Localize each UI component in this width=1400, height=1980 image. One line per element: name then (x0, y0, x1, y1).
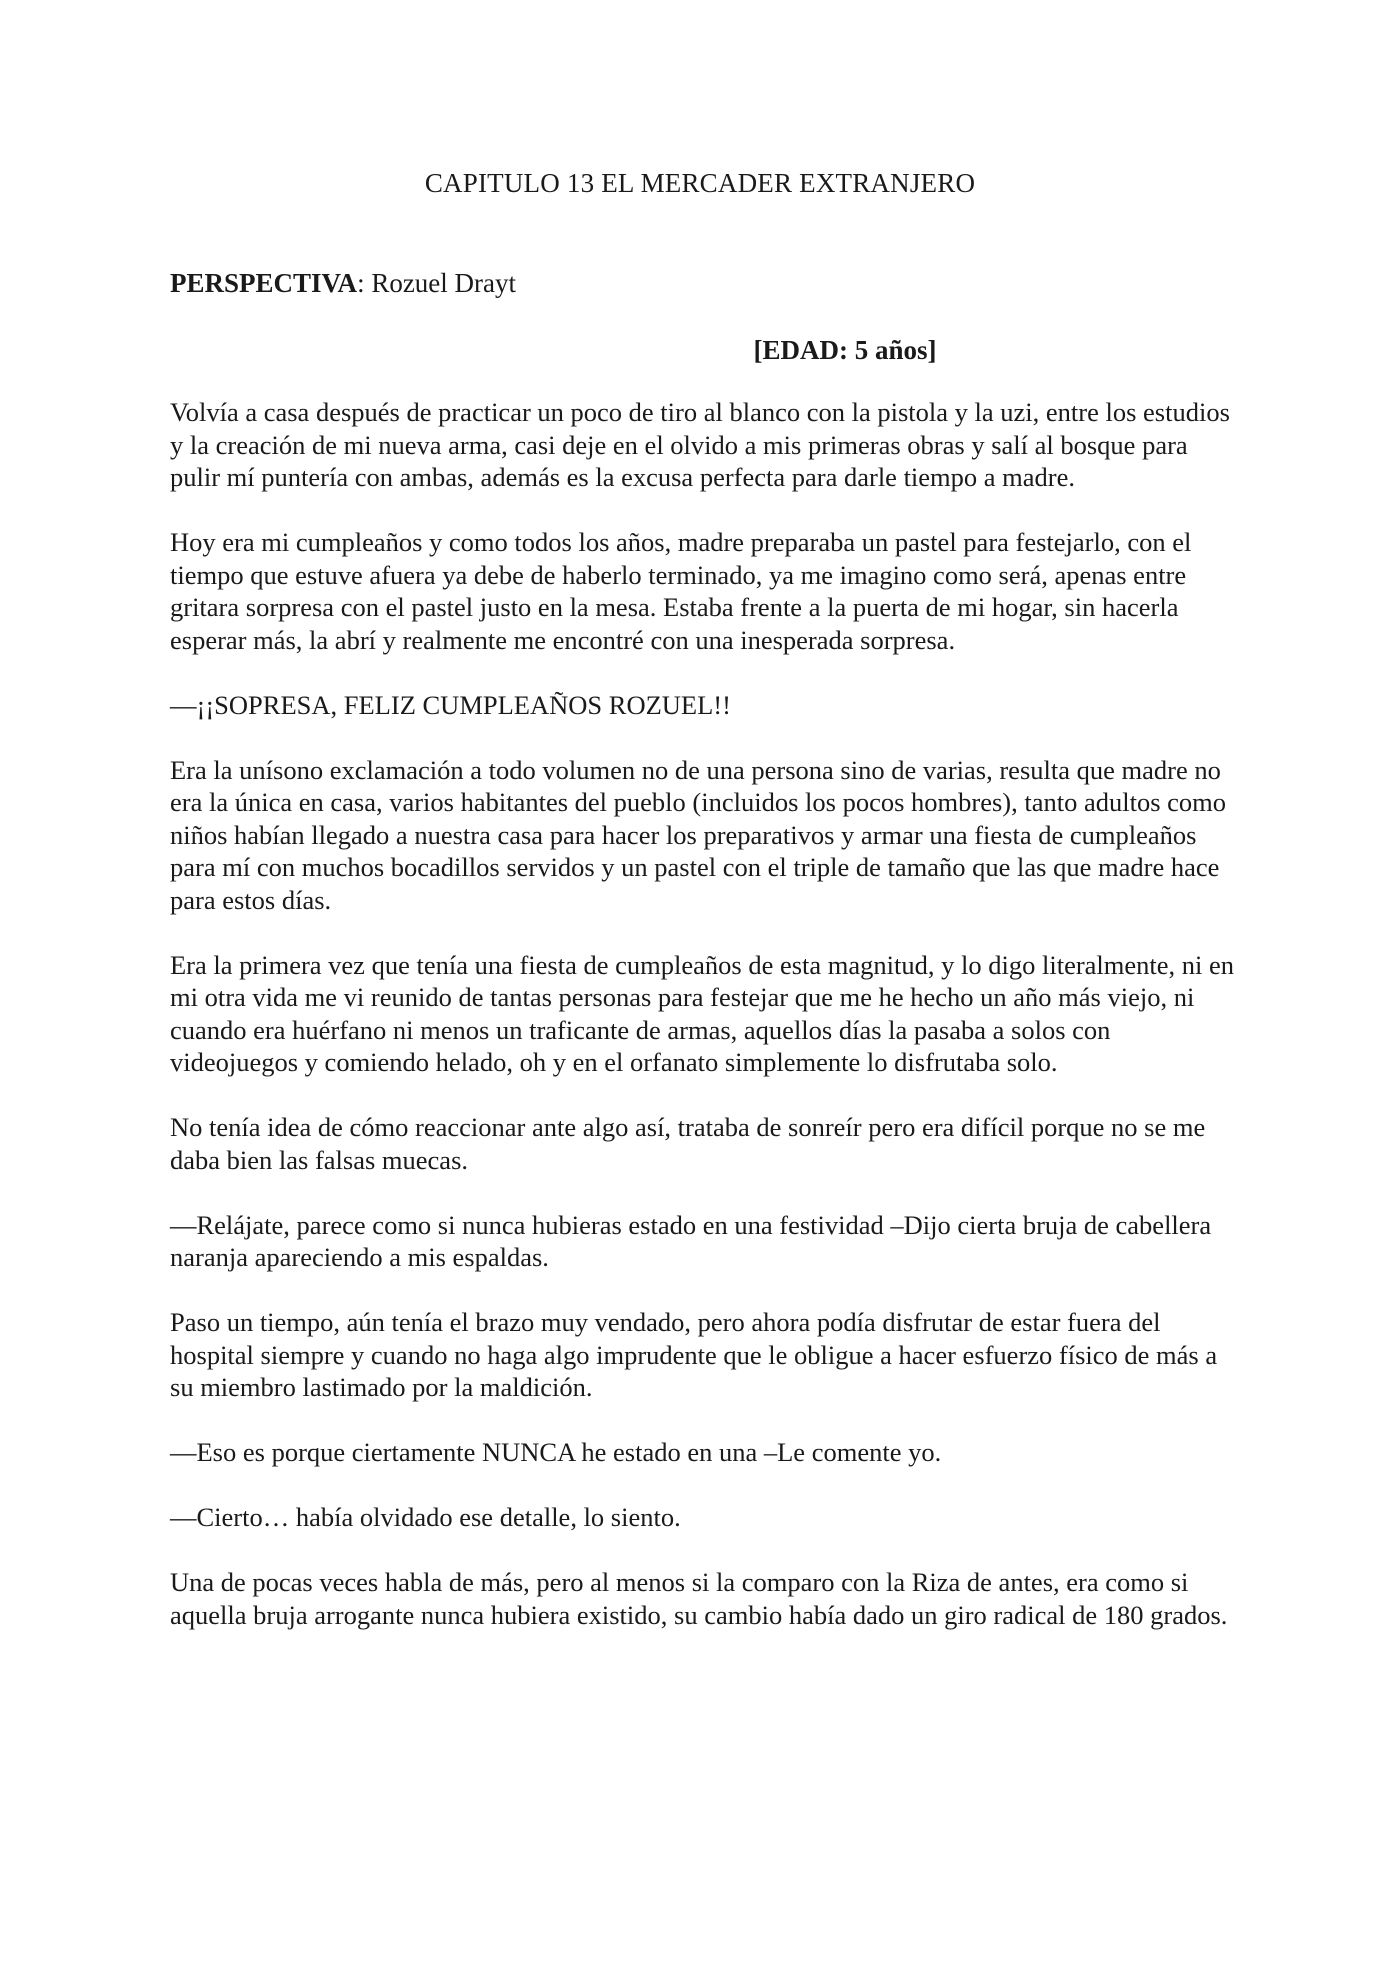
chapter-title: CAPITULO 13 EL MERCADER EXTRANJERO (424, 168, 976, 198)
paragraph: Era la unísono exclamación a todo volumen no de una persona sino de varias, resulta que madre no era la única en casa, varios habitantes del pueblo (incluidos los pocos hombres), tanto adultos como niños habían llegado a nuestra casa para hacer los preparativos y armar una fiesta de cumpleaños para mí con muchos bocadillos servidos y un pastel con el triple de tamaño que las que madre hace para estos días. (170, 754, 1227, 915)
dialogue-line: —Cierto… había olvidado ese detalle, lo siento. (170, 1502, 681, 1532)
paragraph: Una de pocas veces habla de más, pero al menos si la comparo con la Riza de antes, era como si aquella bruja arrogante nunca hubiera existido, su cambio había dado un giro radical de 180 grados. (170, 1567, 1228, 1630)
dialogue-line: —Relájate, parece como si nunca hubieras estado en una festividad –Dijo cierta bruja de cabellera naranja apareciendo a mis espaldas. (170, 1209, 1212, 1272)
paragraph: Paso un tiempo, aún tenía el brazo muy vendado, pero ahora podía disfrutar de estar fuera del hospital siempre y cuando no haga algo imprudente que le obligue a hacer esfuerzo físico de más a su miembro lastimado por la maldición. (170, 1307, 1218, 1402)
perspective-line (170, 268, 516, 299)
perspective-label: PERSPECTIVA (170, 268, 358, 298)
perspective-value: : Rozuel Drayt (357, 268, 517, 298)
body-text (170, 396, 1240, 1664)
dialogue-line: —¡¡SOPRESA, FELIZ CUMPLEAÑOS ROZUEL!! (170, 689, 731, 720)
paragraph: Era la primera vez que tenía una fiesta de cumpleaños de esta magnitud, y lo digo literalmente, ni en mi otra vida me vi reunido de tantas personas para festejar que me he hecho un año más viejo, ni cuando era huérfano ni menos un traficante de armas, aquellos días la pasaba a solos con videojuegos y comiendo helado, oh y en el orfanato simplemente lo disfrutaba solo. (170, 949, 1235, 1077)
paragraph: Hoy era mi cumpleaños y como todos los años, madre preparaba un pastel para festejarlo, con el tiempo que estuve afuera ya debe de haberlo terminado, ya me imagino como será, apenas entre gritara sorpresa con el pastel justo en la mesa. Estaba frente a la puerta de mi hogar, sin hacerla esperar más, la abrí y realmente me encontré con una inesperada sorpresa. (170, 527, 1192, 655)
age-heading: [EDAD: 5 años] (753, 335, 937, 365)
dialogue-line: —Eso es porque ciertamente NUNCA he estado en una –Le comente yo. (170, 1437, 942, 1467)
paragraph: No tenía idea de cómo reaccionar ante algo así, trataba de sonreír pero era difícil porque no se me daba bien las falsas muecas. (170, 1112, 1206, 1175)
paragraph: Volvía a casa después de practicar un poco de tiro al blanco con la pistola y la uzi, entre los estudios y la creación de mi nueva arma, casi deje en el olvido a mis primeras obras y salí al bosque para pulir mí puntería con ambas, además es la excusa perfecta para darle tiempo a madre. (170, 397, 1230, 492)
